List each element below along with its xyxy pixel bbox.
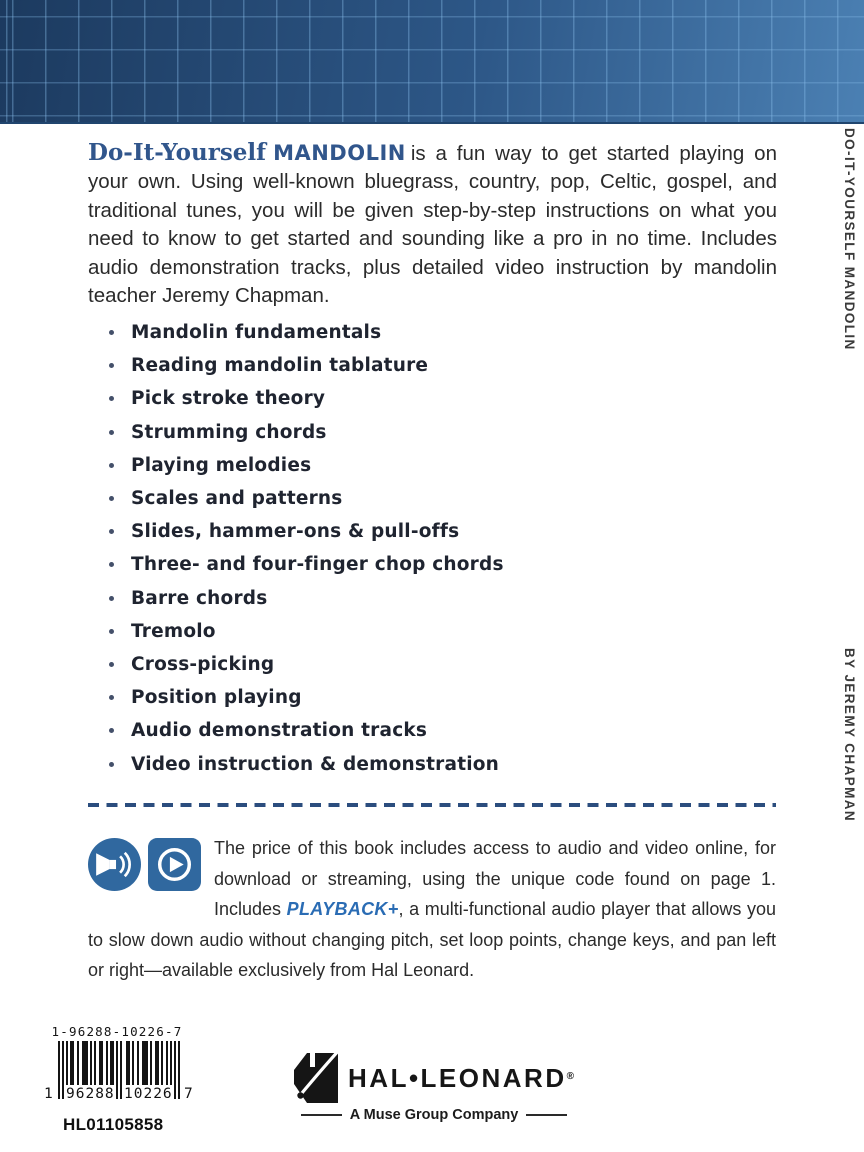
topic-label: Strumming chords	[131, 421, 327, 443]
grid-banner	[0, 0, 864, 124]
topic-item	[88, 449, 504, 482]
barcode-digits-group2: 10226	[124, 1086, 173, 1102]
bullet-icon	[109, 596, 114, 601]
topic-label: Pick stroke theory	[131, 388, 326, 410]
playback-text-after: , a multi-functional audio player that allows you to slow down audio without changing pitch, set loop points, change keys, and pan left or right—available exclusively from Hal Leonard.	[88, 899, 776, 981]
topic-item	[88, 615, 504, 648]
topic-label: Audio demonstration tracks	[131, 720, 428, 742]
publisher-wordmark-row	[301, 1053, 574, 1104]
bullet-icon	[109, 396, 114, 401]
barcode-digits-group1: 96288	[66, 1086, 115, 1102]
topic-item	[88, 681, 504, 714]
barcode-digit-left: 1	[44, 1086, 53, 1102]
topic-label: Reading mandolin tablature	[131, 355, 429, 377]
bullet-icon	[109, 728, 114, 733]
topic-label: Barre chords	[131, 587, 268, 609]
topic-label: Scales and patterns	[131, 488, 343, 510]
playback-paragraph	[88, 833, 776, 986]
topic-label: Slides, hammer-ons & pull-offs	[131, 521, 460, 543]
publisher-name	[348, 1063, 574, 1094]
catalog-number: HL01105858	[63, 1115, 164, 1134]
isbn-number: 1-96288-10226-7	[51, 1024, 183, 1039]
bullet-icon	[109, 529, 114, 534]
tagline-rule-right	[526, 1114, 567, 1116]
topic-item	[88, 714, 504, 747]
bullet-icon	[109, 496, 114, 501]
topic-item	[88, 548, 504, 581]
hal-leonard-mark-icon	[294, 1053, 339, 1104]
series-title: Do-It-Yourself	[88, 139, 267, 166]
barcode-block	[44, 1024, 204, 1135]
spine-author: BY JEREMY CHAPMAN	[842, 648, 857, 823]
barcode	[44, 1041, 204, 1105]
media-icons	[88, 838, 204, 894]
intro-paragraph	[88, 139, 777, 310]
publisher-name-text: HAL•LEONARD	[348, 1063, 567, 1093]
topic-item	[88, 747, 504, 780]
speaker-icon	[88, 838, 141, 891]
registered-mark: ®	[566, 1071, 574, 1082]
topic-label: Tremolo	[131, 620, 216, 642]
dashed-divider	[88, 803, 776, 807]
topic-item	[88, 482, 504, 515]
bullet-icon	[109, 629, 114, 634]
bullet-icon	[109, 562, 114, 567]
playback-text-before: The price of this book includes access to audio and video online, for download or streaming, using the unique code found on page 1. Includes	[214, 838, 776, 920]
publisher-logo	[301, 1053, 574, 1123]
tagline-rule-left	[301, 1114, 342, 1116]
bullet-icon	[109, 695, 114, 700]
bullet-icon	[109, 330, 114, 335]
bullet-icon	[109, 363, 114, 368]
bullet-icon	[109, 662, 114, 667]
topic-label: Three- and four-finger chop chords	[131, 554, 504, 576]
publisher-tagline-row	[301, 1107, 567, 1123]
bullet-icon	[109, 463, 114, 468]
play-icon	[148, 838, 201, 891]
topic-item	[88, 349, 504, 382]
topic-label: Mandolin fundamentals	[131, 322, 382, 344]
topic-label: Video instruction & demonstration	[131, 753, 500, 775]
book-title: MANDOLIN	[273, 141, 406, 165]
barcode-digit-right: 7	[184, 1086, 193, 1102]
topic-item	[88, 515, 504, 548]
topic-label: Playing melodies	[131, 454, 312, 476]
topic-label: Position playing	[131, 687, 302, 709]
topic-item	[88, 582, 504, 615]
spine-title: DO-IT-YOURSELF MANDOLIN	[842, 128, 857, 351]
intro-text: is a fun way to get started playing on your own. Using well-known bluegrass, country, pop, Celtic, gospel, and traditional tunes, you will be given step-by-step instructions on what you need to know to get started and sounding like a pro in no time. Includes audio demonstration tracks, plus detailed video instruction by mandolin teacher Jeremy Chapman.	[88, 142, 777, 308]
topic-label: Cross-picking	[131, 653, 275, 675]
topic-item	[88, 382, 504, 415]
topic-item	[88, 648, 504, 681]
playback-brand: PLAYBACK+	[286, 899, 399, 920]
topic-item	[88, 316, 504, 349]
bullet-icon	[109, 762, 114, 767]
topic-item	[88, 416, 504, 449]
bullet-icon	[109, 430, 114, 435]
publisher-tagline: A Muse Group Company	[349, 1107, 519, 1123]
topics-list	[88, 316, 504, 781]
